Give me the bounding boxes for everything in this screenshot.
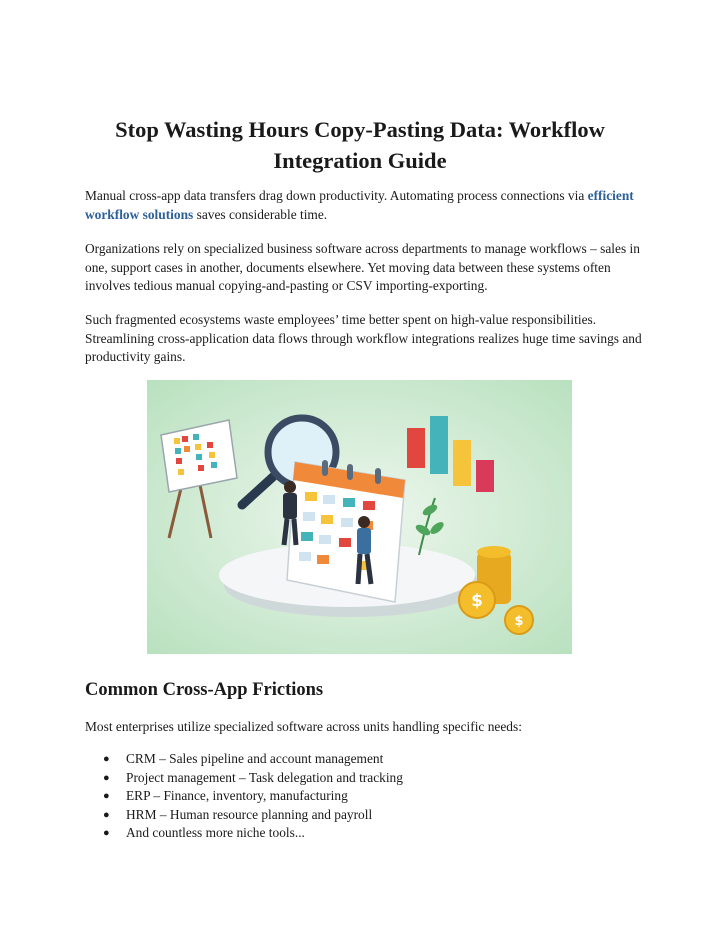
section-heading: Common Cross-App Frictions bbox=[85, 680, 324, 700]
list-item bbox=[103, 806, 403, 825]
list-item-text: Project management – Task delegation and tracking bbox=[126, 769, 403, 785]
intro-text-end: saves considerable time. bbox=[193, 206, 328, 222]
bullet-icon: ● bbox=[103, 808, 110, 821]
section-intro: Most enterprises utilize specialized software across units handling specific needs: bbox=[85, 719, 522, 734]
bullet-icon: ● bbox=[103, 827, 110, 840]
coin-symbol: $ bbox=[471, 591, 483, 611]
paragraph-organizations: Organizations rely on specialized business software across departments to manage workflows – sales in one, support cases in another, documents elsewhere. Yet moving data between these systems often involves tedious manual copying-and-pasting or CSV importing-exporting. bbox=[85, 241, 640, 293]
bullet-icon: ● bbox=[103, 790, 110, 803]
list-item bbox=[103, 787, 403, 806]
calendar-icon bbox=[287, 460, 405, 602]
list-item bbox=[103, 769, 403, 788]
list-item-text: And countless more niche tools... bbox=[126, 825, 305, 841]
coin-symbol: $ bbox=[514, 614, 524, 629]
list-item-text: ERP – Finance, inventory, manufacturing bbox=[126, 788, 348, 804]
bullet-icon: ● bbox=[103, 753, 110, 765]
bullet-icon: ● bbox=[103, 771, 110, 784]
paragraph-fragmented: Such fragmented ecosystems waste employees’ time better spent on high-value responsibilities. Streamlining cross-application data flows through workflow integrations realizes huge time savings and productivity gains. bbox=[85, 312, 642, 364]
workflow-illustration bbox=[147, 380, 572, 654]
list-item bbox=[103, 750, 403, 769]
efficient-workflow-solutions-link[interactable]: efficient workflow solutions bbox=[85, 188, 634, 222]
list-item-text: HRM – Human resource planning and payroll bbox=[126, 806, 373, 822]
page-title: Stop Wasting Hours Copy-Pasting Data: Workflow Integration Guide bbox=[115, 117, 605, 173]
intro-text-start: Manual cross-app data transfers drag down productivity. Automating process connections via bbox=[85, 188, 588, 203]
list-item bbox=[103, 824, 403, 843]
app-list bbox=[103, 750, 403, 843]
intro-paragraph bbox=[85, 187, 645, 224]
list-item-text: CRM – Sales pipeline and account management bbox=[126, 751, 384, 766]
